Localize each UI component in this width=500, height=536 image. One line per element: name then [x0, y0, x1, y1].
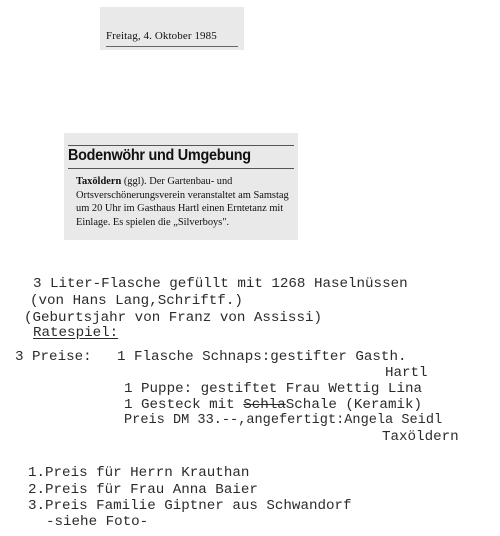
prize-gesteck-struck: Schla: [243, 397, 286, 413]
prize-puppe: 1 Puppe: gestiftet Frau Wettig Lina: [124, 381, 422, 397]
prize-gesteck-b: Schale (Keramik): [285, 397, 423, 413]
prize-schnaps-cont: Hartl: [385, 365, 428, 381]
prize-gesteck: [124, 397, 422, 413]
note-line-bottle: 3 Liter-Flasche gefüllt mit 1268 Haselnüssen: [33, 276, 408, 292]
clipping-place: Taxöldern: [76, 176, 122, 187]
note-heading-ratespiel: Ratespiel:: [33, 325, 119, 341]
clipping-text: Der Gartenbau- und Ortsverschönerungsverein veranstaltet am Samstag um 20 Uhr im Gasthaus Hartl einen Erntetanz mit Einlage. Es spielen die „Silverboys".: [76, 176, 289, 228]
clipping-source: (ggl).: [123, 176, 147, 187]
see-photo: -siehe Foto-: [46, 514, 149, 530]
prizes-label: 3 Preise:: [15, 349, 92, 365]
winner-3: 3.Preis Familie Giptner aus Schwandorf: [28, 498, 352, 514]
clipping-heading: Bodenwöhr und Umgebung: [68, 147, 251, 164]
note-line-birthyear: (Geburtsjahr von Franz von Assissi): [24, 310, 322, 326]
winner-1: 1.Preis für Herrn Krauthan: [28, 465, 250, 481]
winner-2: 2.Preis für Frau Anna Baier: [28, 482, 258, 498]
prize-schnaps: 1 Flasche Schnaps:gestifter Gasth.: [117, 349, 407, 365]
note-line-donor: (von Hans Lang,Schriftf.): [30, 293, 243, 309]
prize-price: Preis DM 33.--,angefertigt:Angela Seidl: [124, 413, 443, 428]
prize-gesteck-a: 1 Gesteck mit: [124, 397, 244, 413]
clipping-dateline: Freitag, 4. Oktober 1985: [106, 30, 217, 42]
prize-price-cont: Taxöldern: [382, 429, 459, 445]
